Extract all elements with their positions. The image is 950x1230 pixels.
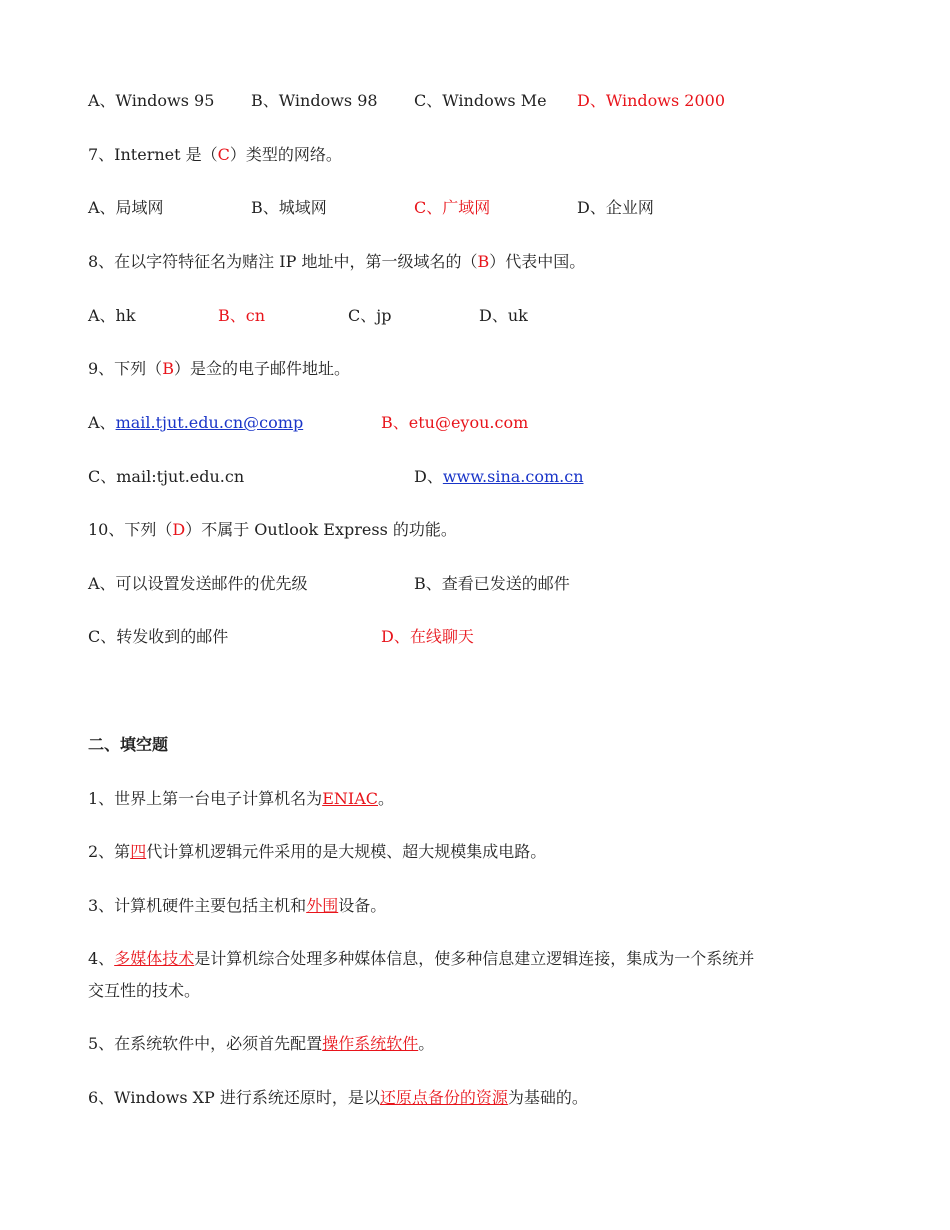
q6-option-b: B、Windows 98: [251, 91, 378, 110]
q6-option-a: A、Windows 95: [88, 91, 215, 110]
q9-option-b-answer: B、etu@eyou.com: [381, 413, 529, 432]
fill-q5-answer: 操作系统软件: [322, 1034, 419, 1053]
fill-q1-answer: ENIAC: [322, 789, 378, 808]
q9-option-a-link[interactable]: mail.tjut.edu.cn@comp: [115, 413, 304, 432]
q6-option-d-answer: D、Windows 2000: [577, 91, 726, 110]
q9-option-d: D、www.sina.com.cn: [414, 467, 584, 486]
q9-answer: B: [162, 359, 174, 378]
section-heading-fill-in: 二、填空题: [88, 735, 169, 754]
fill-q4-answer: 多媒体技术: [114, 949, 195, 968]
fill-q3: 3、计算机硬件主要包括主机和外围设备。: [88, 896, 387, 915]
q8-answer: B: [477, 252, 490, 271]
q8-option-a: A、hk: [88, 306, 136, 325]
fill-q4-continuation: 交互性的技术。: [88, 981, 201, 1000]
q10-question: 10、下列（D）不属于 Outlook Express 的功能。: [88, 520, 457, 539]
q10-option-c: C、转发收到的邮件: [88, 627, 229, 646]
fill-q2: 2、第四代计算机逻辑元件采用的是大规模、超大规模集成电路。: [88, 842, 547, 861]
q7-option-c-answer: C、广域网: [414, 198, 491, 217]
q9-option-d-link[interactable]: www.sina.com.cn: [442, 467, 584, 486]
fill-q1: 1、世界上第一台电子计算机名为ENIAC。: [88, 789, 394, 808]
q7-question: 7、Internet 是（C）类型的网络。: [88, 145, 342, 164]
q9-option-c: C、mail:tjut.edu.cn: [88, 467, 245, 486]
q10-option-a: A、可以设置发送邮件的优先级: [88, 574, 308, 593]
fill-q3-answer: 外围: [306, 896, 339, 915]
fill-q2-answer: 四: [130, 842, 147, 861]
fill-q6-answer: 还原点备份的资源: [379, 1088, 508, 1107]
q7-option-a: A、局域网: [88, 198, 164, 217]
fill-q4: 4、多媒体技术是计算机综合处理多种媒体信息，使多种信息建立逻辑连接，集成为一个系统并: [88, 949, 755, 968]
q9-option-a: A、mail.tjut.edu.cn@comp: [88, 413, 304, 432]
q8-option-b-answer: B、cn: [218, 306, 266, 325]
q8-option-c: C、jp: [348, 306, 392, 325]
fill-q5: 5、在系统软件中，必须首先配置操作系统软件。: [88, 1034, 435, 1053]
q7-answer: C: [217, 145, 230, 164]
q9-question: 9、下列（B）是佥的电子邮件地址。: [88, 359, 350, 378]
fill-q6: 6、Windows XP 进行系统还原时，是以还原点备份的资源为基础的。: [88, 1088, 588, 1107]
q8-question: 8、在以字符特征名为赌注 IP 地址中，第一级域名的（B）代表中国。: [88, 252, 586, 271]
q8-option-d: D、uk: [479, 306, 528, 325]
q10-option-b: B、查看已发送的邮件: [414, 574, 570, 593]
q10-answer: D: [172, 520, 186, 539]
q6-option-c: C、Windows Me: [414, 91, 547, 110]
q10-option-d-answer: D、在线聊天: [381, 627, 474, 646]
q7-option-b: B、城域网: [251, 198, 327, 217]
q7-option-d: D、企业网: [577, 198, 654, 217]
